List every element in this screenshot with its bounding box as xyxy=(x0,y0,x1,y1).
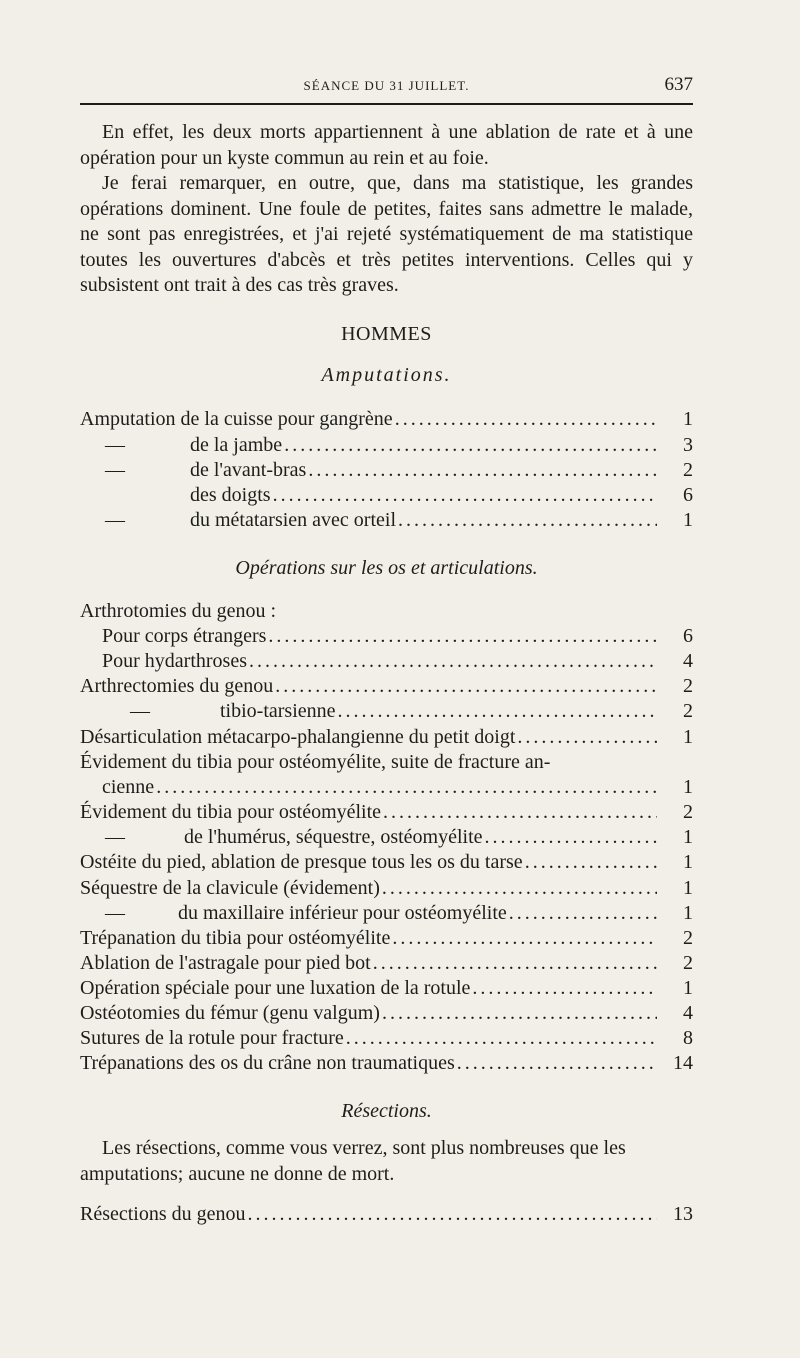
arthrotomies-label: Arthrotomies du genou : xyxy=(80,600,277,622)
intro-paragraph-2: Je ferai remarquer, en outre, que, dans ma statistique, les grandes opérations dominent. Une foule de petites, faites sans admettre le malade, ne sont pas enregistrées, et j'ai rejeté systématiquement de ma statistique toutes les ouvertures d'abcès et très petites interventions. Celles qui y subsistent ont trait à des cas très graves. xyxy=(80,172,693,296)
row-value: 2 xyxy=(683,700,693,722)
table-row xyxy=(80,698,693,724)
table-row xyxy=(80,507,693,533)
row-value: 1 xyxy=(683,509,693,531)
table-row xyxy=(80,406,693,432)
table-row xyxy=(80,482,693,508)
row-value: 3 xyxy=(683,434,693,456)
row-label: cienne xyxy=(102,776,155,798)
row-value: 4 xyxy=(683,650,693,672)
table-row xyxy=(80,774,693,800)
row-value: 1 xyxy=(683,826,693,848)
row-dash: — xyxy=(105,434,125,456)
row-label: Désarticulation métacarpo-phalangienne du petit doigt xyxy=(80,726,516,748)
row-dash: — xyxy=(105,459,125,481)
resections-paragraph: Les résections, comme vous verrez, sont plus nombreuses que les amputations; aucune ne donne de mort. xyxy=(80,1137,626,1185)
table-row xyxy=(80,824,693,850)
row-label: Pour corps étrangers xyxy=(102,625,267,647)
row-value: 1 xyxy=(683,977,693,999)
table-row xyxy=(80,849,693,875)
row-label: Séquestre de la clavicule (évidement) xyxy=(80,877,380,899)
row-value: 2 xyxy=(683,675,693,697)
row-dash: — xyxy=(105,509,125,531)
row-value: 1 xyxy=(683,408,693,430)
row-value: 13 xyxy=(673,1203,693,1225)
row-label: de l'avant-bras xyxy=(190,459,307,481)
row-value: 1 xyxy=(683,851,693,873)
row-value: 1 xyxy=(683,877,693,899)
row-label: Pour hydarthroses xyxy=(102,650,247,672)
running-header xyxy=(80,74,693,98)
row-label: Opération spéciale pour une luxation de la rotule xyxy=(80,977,471,999)
row-label: Trépanation du tibia pour ostéomyélite xyxy=(80,927,391,949)
row-label: Ostéotomies du fémur (genu valgum) xyxy=(80,1002,380,1024)
row-value: 14 xyxy=(673,1052,693,1074)
row-label: de l'humérus, séquestre, ostéomyélite xyxy=(184,826,483,848)
table-row xyxy=(80,1201,693,1227)
evidement-line: Évidement du tibia pour ostéomyélite, suite de fracture an- xyxy=(80,751,551,773)
row-value: 6 xyxy=(683,625,693,647)
row-label: Sutures de la rotule pour fracture xyxy=(80,1027,344,1049)
resections-heading: Résections. xyxy=(341,1100,432,1122)
row-label: Trépanations des os du crâne non traumatiques xyxy=(80,1052,455,1074)
row-value: 1 xyxy=(683,726,693,748)
table-row xyxy=(80,875,693,901)
table-row xyxy=(80,648,693,674)
row-label: Évidement du tibia pour ostéomyélite xyxy=(80,801,382,823)
table-row xyxy=(80,673,693,699)
table-row xyxy=(80,975,693,1001)
row-value: 4 xyxy=(683,1002,693,1024)
amputations-heading: Amputations. xyxy=(321,364,452,386)
row-value: 2 xyxy=(683,952,693,974)
row-label: Amputation de la cuisse pour gangrène xyxy=(80,408,393,430)
table-row xyxy=(80,432,693,458)
row-label: Résections du genou xyxy=(80,1203,246,1225)
row-value: 1 xyxy=(683,902,693,924)
row-value: 6 xyxy=(683,484,693,506)
os-heading: Opérations sur les os et articulations. xyxy=(235,557,538,579)
row-dash: — xyxy=(105,902,125,924)
row-value: 2 xyxy=(683,927,693,949)
page-number: 637 xyxy=(664,74,693,95)
table-row xyxy=(80,950,693,976)
row-value: 1 xyxy=(683,776,693,798)
header-title: SÉANCE DU 31 JUILLET. xyxy=(303,78,470,93)
header-rule xyxy=(80,103,693,105)
row-label: du maxillaire inférieur pour ostéomyélite xyxy=(178,902,507,924)
row-label: des doigts xyxy=(190,484,271,506)
row-label: Arthrectomies du genou xyxy=(80,675,274,697)
intro-paragraph-1: En effet, les deux morts appartiennent à une ablation de rate et à une opération pour un kyste commun au rein et au foie. xyxy=(80,121,693,169)
row-label: tibio-tarsienne xyxy=(220,700,336,722)
table-row xyxy=(80,724,693,750)
row-dash: — xyxy=(130,700,150,722)
table-row xyxy=(80,457,693,483)
row-dash: — xyxy=(105,826,125,848)
table-row xyxy=(80,900,693,926)
row-label: du métatarsien avec orteil xyxy=(190,509,397,531)
section-title: HOMMES xyxy=(341,323,432,345)
row-value: 2 xyxy=(683,459,693,481)
table-row xyxy=(80,623,693,649)
table-row xyxy=(80,1000,693,1026)
row-label: Ostéite du pied, ablation de presque tous les os du tarse xyxy=(80,851,523,873)
row-value: 2 xyxy=(683,801,693,823)
table-row xyxy=(80,1050,693,1076)
row-value: 8 xyxy=(683,1027,693,1049)
row-label: Ablation de l'astragale pour pied bot xyxy=(80,952,371,974)
row-label: de la jambe xyxy=(190,434,283,456)
table-row xyxy=(80,799,693,825)
table-row xyxy=(80,1025,693,1051)
table-row xyxy=(80,925,693,951)
